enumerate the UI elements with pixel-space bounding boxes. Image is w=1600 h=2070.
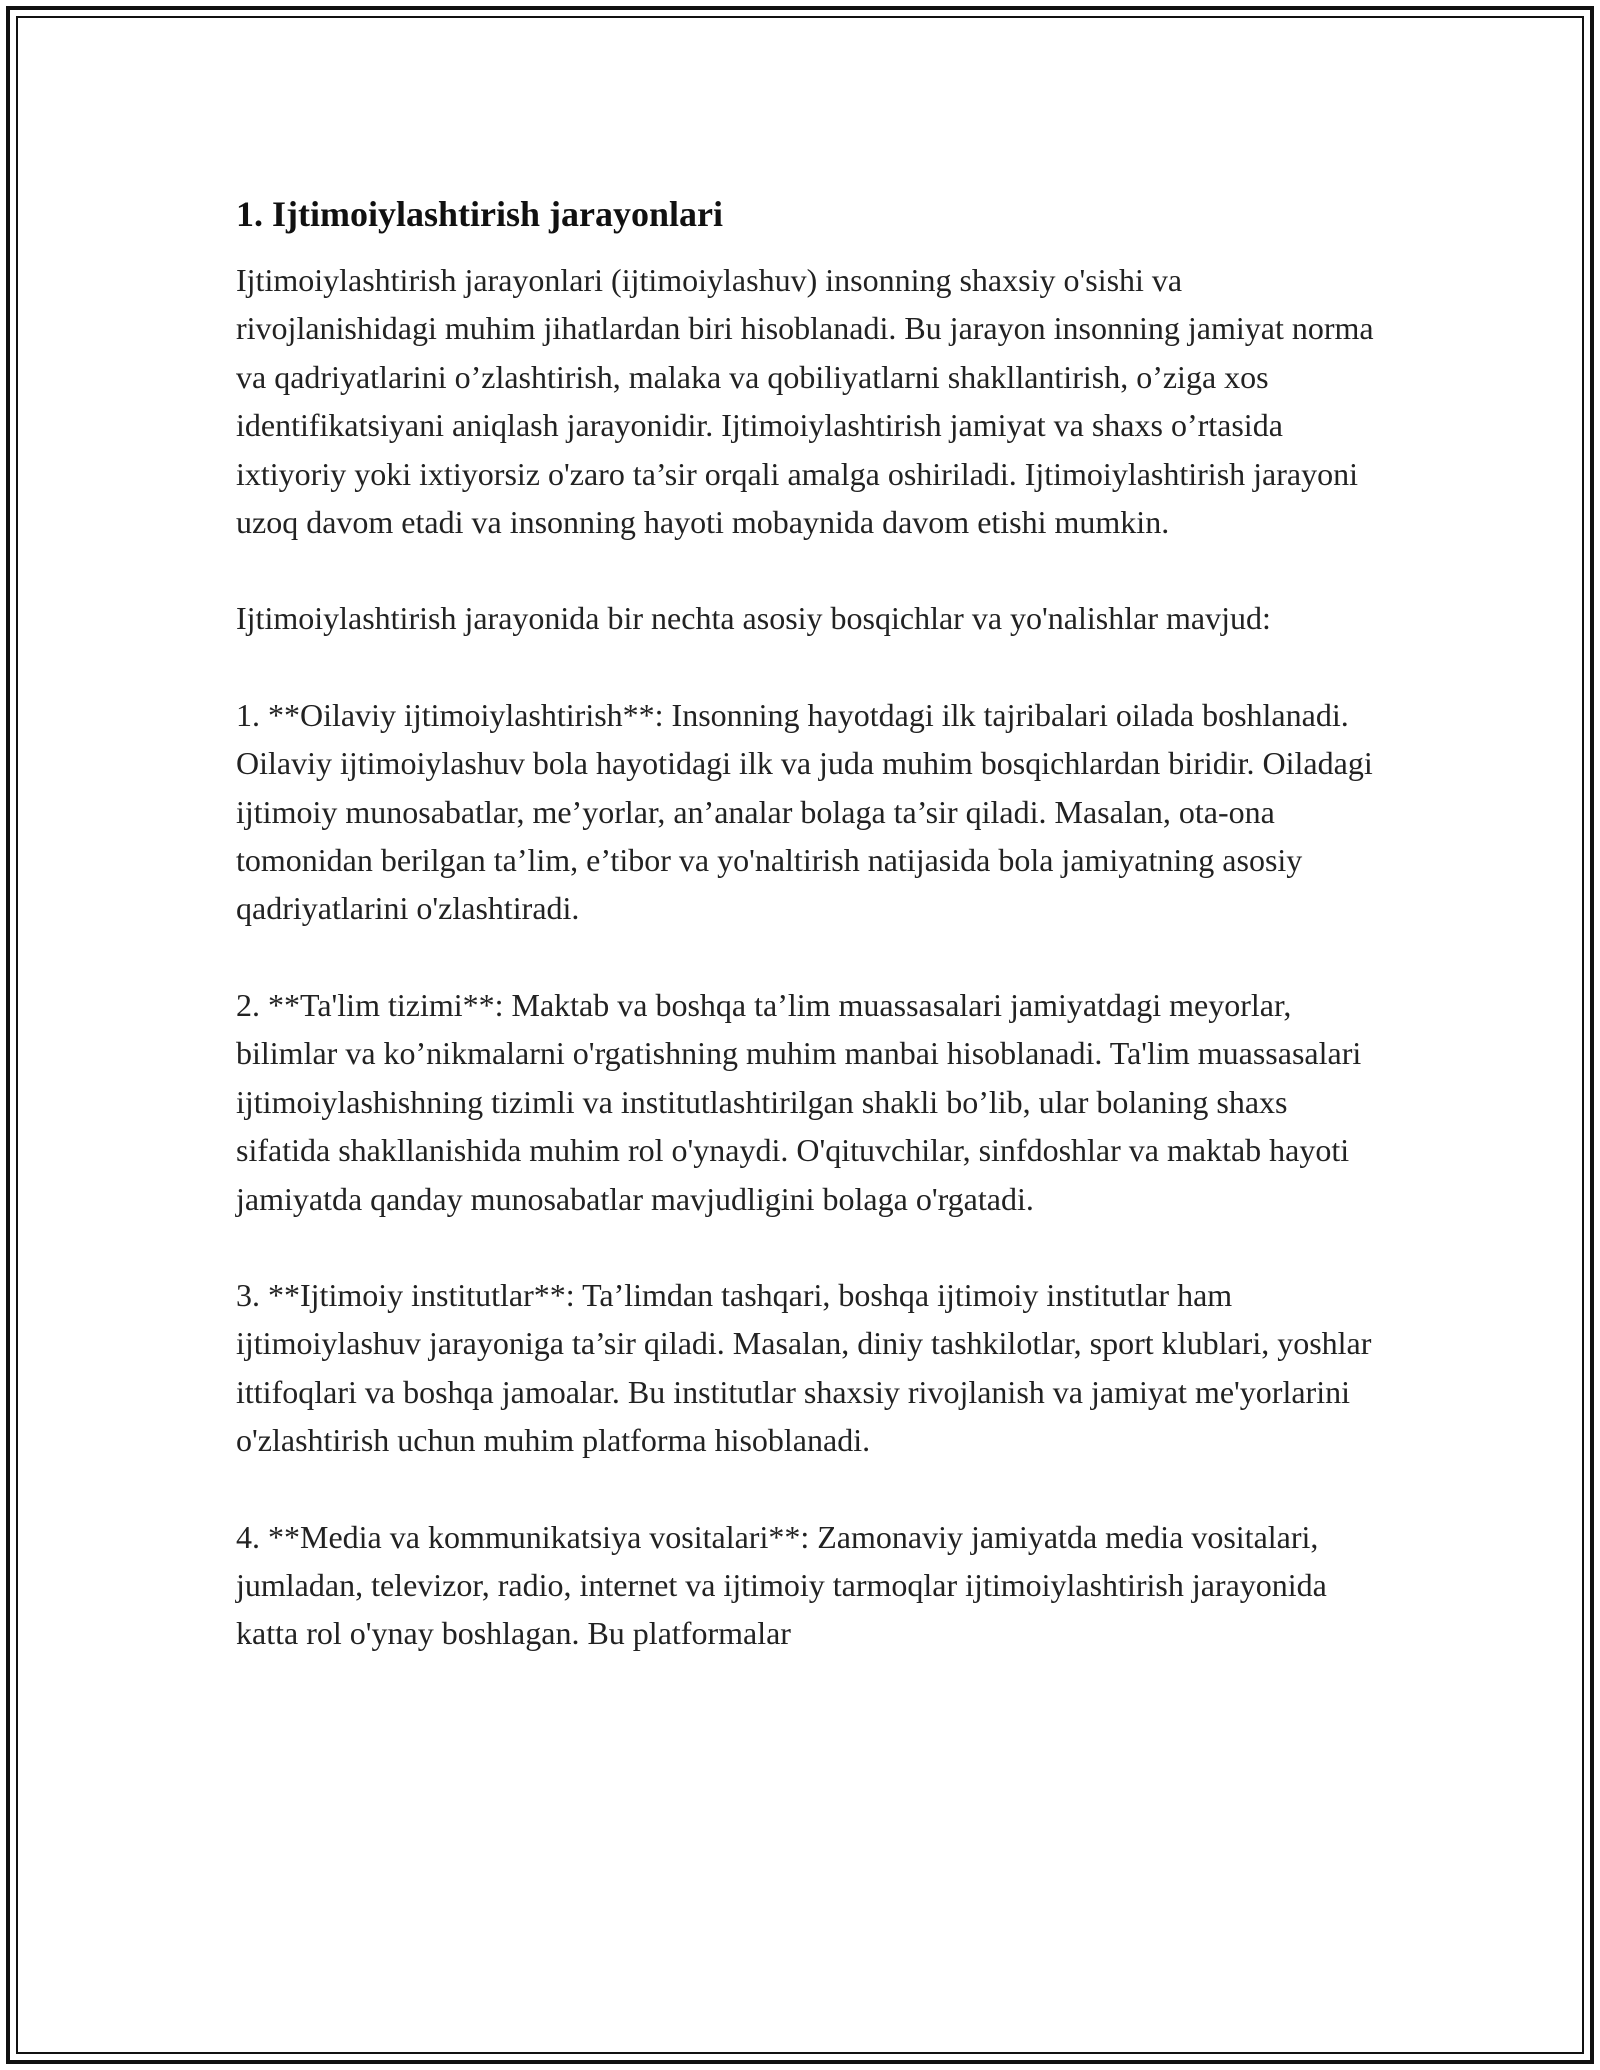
- paragraph-intro: Ijtimoiylashtirish jarayonlari (ijtimoiylashuv) insonning shaxsiy o'sishi va rivojlanishidagi muhim jihatlardan biri hisoblanadi. Bu jarayon insonning jamiyat norma va qadriyatlarini o’zlashtirish, malaka va qobiliyatlarni shakllantirish, o’ziga xos identifikatsiyani aniqlash jarayonidir. Ijtimoiylashtirish jamiyat va shaxs o’rtasida ixtiyoriy yoki ixtiyorsiz o'zaro ta’sir orqali amalga oshiriladi. Ijtimoiylashtirish jarayoni uzoq davom etadi va insonning hayoti mobaynida davom etishi mumkin.: [236, 262, 1374, 541]
- document-body: [236, 186, 1376, 1658]
- list-item-education: 2. **Ta'lim tizimi**: Maktab va boshqa ta’lim muassasalari jamiyatdagi meyorlar, bilimlar va ko’nikmalarni o'rgatishning muhim manbai hisoblanadi. Ta'lim muassasalari ijtimoiylashishning tizimli va institutlashtirilgan shakli bo’lib, ular bolaning shaxs sifatida shakllanishida muhim rol o'ynaydi. O'qituvchilar, sinfdoshlar va maktab hayoti jamiyatda qanday munosabatlar mavjudligini bolaga o'rgatadi.: [236, 986, 1362, 1217]
- paragraph-stages: Ijtimoiylashtirish jarayonida bir nechta asosiy bosqichlar va yo'nalishlar mavjud:: [236, 600, 1271, 637]
- list-item-institutions: 3. **Ijtimoiy institutlar**: Ta’limdan tashqari, boshqa ijtimoiy institutlar ham ijtimoiylashuv jarayoniga ta’sir qiladi. Masalan, diniy tashkilotlar, sport klublari, yoshlar ittifoqlari va boshqa jamoalar. Bu institutlar shaxsiy rivojlanish va jamiyat me'yorlarini o'zlashtirish uchun muhim platforma hisoblanadi.: [236, 1276, 1372, 1459]
- section-heading: 1. Ijtimoiylashtirish jarayonlari: [236, 194, 723, 234]
- list-item-media: 4. **Media va kommunikatsiya vositalari**: Zamonaviy jamiyatda media vositalari, jumladan, televizor, radio, internet va ijtimoiy tarmoqlar ijtimoiylashtirish jarayonida katta rol o'ynay boshlagan. Bu platformalar: [236, 1518, 1327, 1652]
- list-item-family: 1. **Oilaviy ijtimoiylashtirish**: Insonning hayotdagi ilk tajribalari oilada boshlanadi. Oilaviy ijtimoiylashuv bola hayotidagi ilk va juda muhim bosqichlardan biridir. Oiladagi ijtimoiy munosabatlar, me’yorlar, an’analar bolaga ta’sir qiladi. Masalan, ota-ona tomonidan berilgan ta’lim, e’tibor va yo'naltirish natijasida bola jamiyatning asosiy qadriyatlarini o'zlashtiradi.: [236, 696, 1373, 927]
